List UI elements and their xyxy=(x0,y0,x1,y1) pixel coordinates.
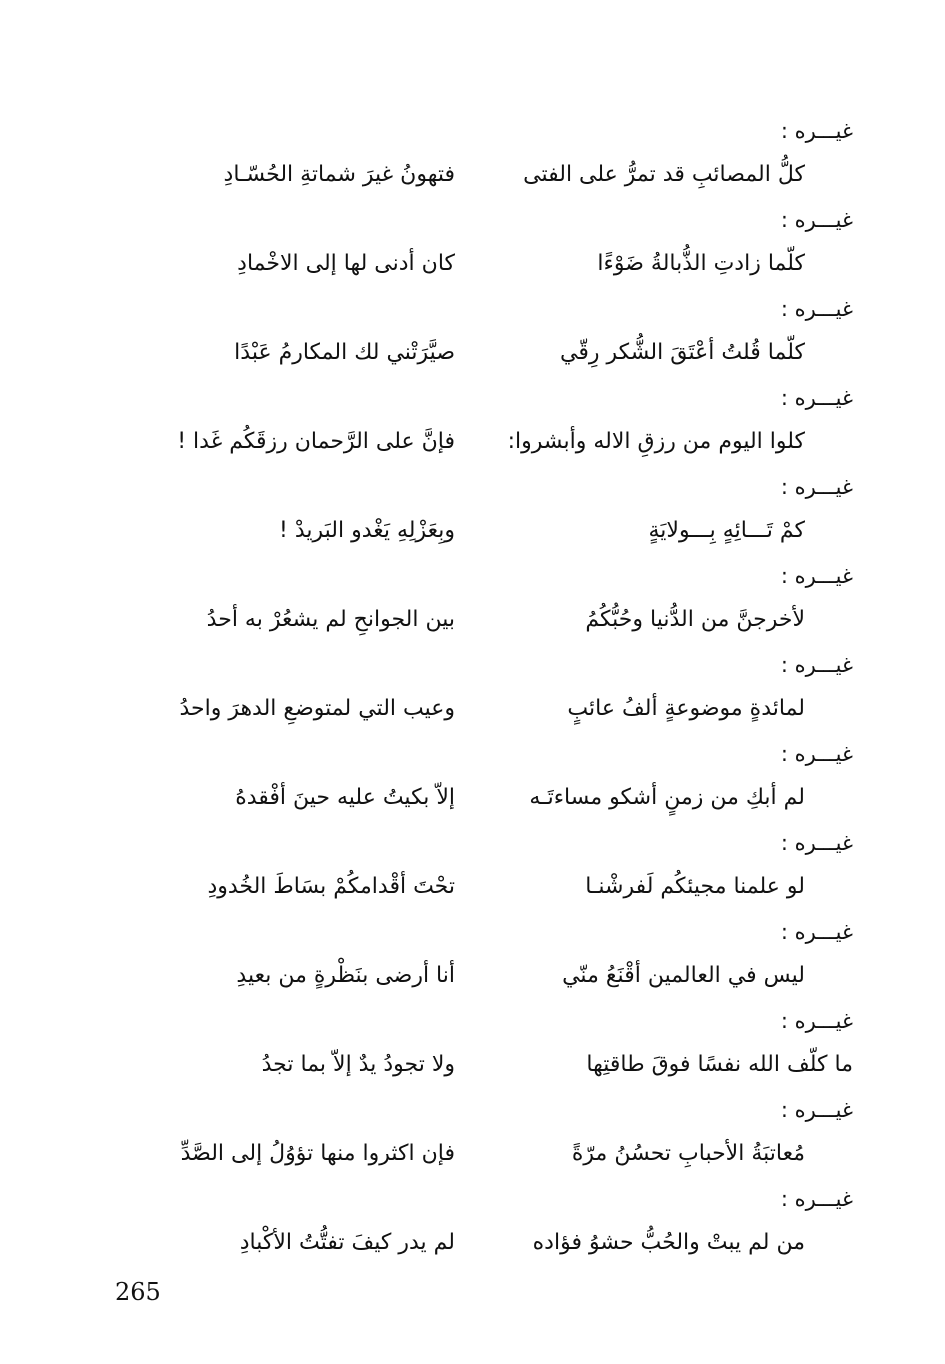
verse-first-hemistich: ليس في العالمين أقْنَعُ منّي xyxy=(562,963,805,988)
entry-label: غيـــره : xyxy=(780,920,853,944)
verse-second-hemistich: ولا تجودُ يدٌ إلاّ بما تجدُ xyxy=(261,1052,455,1077)
entry-label: غيـــره : xyxy=(780,119,853,143)
poem-entry xyxy=(0,914,945,1003)
poem-entry xyxy=(0,1092,945,1181)
verse-first-hemistich: ما كلّف الله نفسًا فوقَ طاقتِها xyxy=(586,1052,853,1077)
verse-first-hemistich: مُعاتبَةُ الأحبابِ تحسُنُ مرّةً xyxy=(571,1141,805,1166)
verse-first-hemistich: لأخرجنَّ من الدُّنيا وحُبُّكُمُ xyxy=(585,607,805,632)
poem-entry xyxy=(0,202,945,291)
verse-first-hemistich: لم أبكِ من زمنٍ أشكو مساءتَـه xyxy=(529,785,805,810)
verse-first-hemistich: كلُّ المصائبِ قد تمرُّ على الفتى xyxy=(523,162,805,187)
verse-second-hemistich: وبِعَزْلِهِ يَغْدو البَريدْ ! xyxy=(279,518,455,543)
verse-second-hemistich: إلاّ بكيتُ عليه حينَ أفْقدهُ xyxy=(235,785,455,810)
poem-entry xyxy=(0,291,945,380)
verse-first-hemistich: كلّما زادتِ الذُّبالةُ ضَوْءًا xyxy=(597,251,805,276)
entry-label: غيـــره : xyxy=(780,1098,853,1122)
verse-first-hemistich: لمائدةٍ موضوعةٍ ألفُ عائبٍ xyxy=(567,696,805,721)
verse-second-hemistich: لم يدر كيفَ تفتُّتُ الأكْبادِ xyxy=(239,1230,455,1255)
poem-entry xyxy=(0,1181,945,1270)
verse-second-hemistich: فتهونُ غيرَ شماتةِ الحُسّـادِ xyxy=(223,162,455,187)
verse-first-hemistich: لو علمنا مجيئكُم لَفرشْنـا xyxy=(585,874,805,899)
poem-entry xyxy=(0,647,945,736)
verse-second-hemistich: فإنَّ على الرَّحمان رزقَكُم غَدا ! xyxy=(177,429,455,454)
poem-list xyxy=(0,113,945,1270)
entry-label: غيـــره : xyxy=(780,297,853,321)
poem-entry xyxy=(0,558,945,647)
verse-second-hemistich: كان أدنى لها إلى الاخْمادِ xyxy=(237,251,455,276)
verse-second-hemistich: وعيب التي لمتوضعِ الدهرَ واحدُ xyxy=(179,696,455,721)
poem-entry xyxy=(0,380,945,469)
poem-entry xyxy=(0,1003,945,1092)
entry-label: غيـــره : xyxy=(780,475,853,499)
verse-second-hemistich: صيَّرَتْني لك المكارمُ عَبْدًا xyxy=(234,340,455,365)
verse-second-hemistich: فإن اكثروا منها تؤوُلُ إلى الصَّدِّ xyxy=(180,1141,455,1166)
entry-label: غيـــره : xyxy=(780,564,853,588)
entry-label: غيـــره : xyxy=(780,1187,853,1211)
poem-entry xyxy=(0,469,945,558)
verse-first-hemistich: كمْ تَـــائِهٍ بِـــولايَةٍ xyxy=(648,518,805,543)
verse-second-hemistich: أنا أرضى بنَظْرةٍ من بعيدِ xyxy=(236,963,455,988)
poem-entry xyxy=(0,113,945,202)
verse-second-hemistich: بين الجوانحِ لم يشعُرْ به أحدُ xyxy=(206,607,455,632)
entry-label: غيـــره : xyxy=(780,208,853,232)
poem-entry xyxy=(0,825,945,914)
entry-label: غيـــره : xyxy=(780,742,853,766)
poem-entry xyxy=(0,736,945,825)
entry-label: غيـــره : xyxy=(780,1009,853,1033)
verse-first-hemistich: كلوا اليوم من رزقِ الاله وأبشروا: xyxy=(507,429,805,454)
verse-second-hemistich: تحْتَ أقْدامكُمْ بسَاطَ الخُدودِ xyxy=(207,874,455,899)
entry-label: غيـــره : xyxy=(780,831,853,855)
entry-label: غيـــره : xyxy=(780,386,853,410)
verse-first-hemistich: من لم يبتْ والحُبُّ حشوُ فؤاده xyxy=(532,1230,805,1255)
verse-first-hemistich: كلّما قُلتُ أعْتَقَ الشُّكر رِقّي xyxy=(560,340,805,365)
page-number: 265 xyxy=(115,1278,161,1306)
entry-label: غيـــره : xyxy=(780,653,853,677)
